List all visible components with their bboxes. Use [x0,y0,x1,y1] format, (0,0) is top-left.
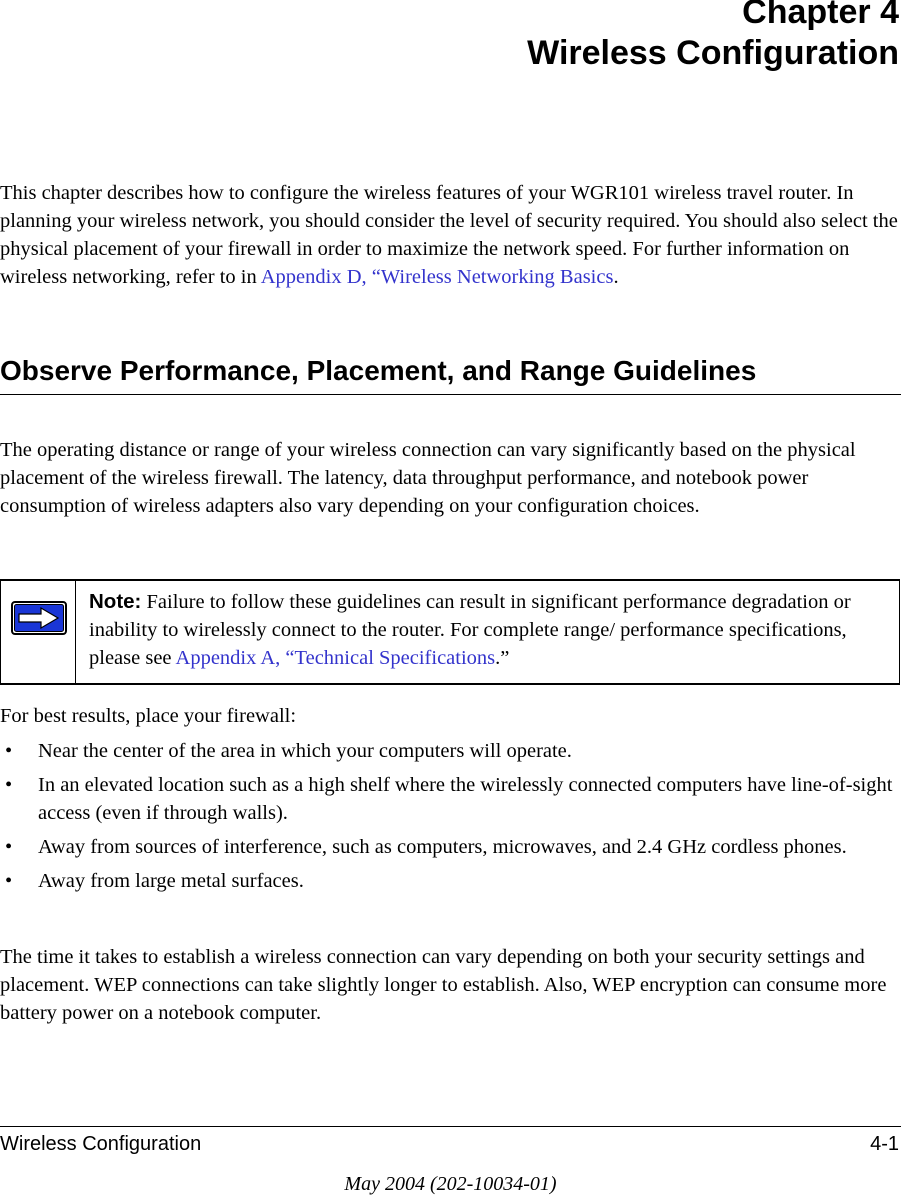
appendix-d-link[interactable]: Appendix D, “Wireless Networking Basics [260,266,614,288]
placement-list [0,737,900,895]
note-label: Note: [89,590,142,613]
closing-paragraph: The time it takes to establish a wireless connection can vary depending on both your security settings and placement. WEP connections can take slightly longer to establish. Also, WEP encryption can consume more battery power on a notebook computer. [0,946,887,1024]
list-item [0,867,900,895]
note-box [0,579,900,685]
chapter-heading [527,0,899,74]
list-item-text: Near the center of the area in which your computers will operate. [38,740,572,762]
chapter-title: Wireless Configuration [527,34,899,72]
intro-after: . [613,266,619,288]
footer-page-number: 4-1 [870,1133,899,1155]
section-paragraph: The operating distance or range of your wireless connection can vary significantly based on the physical placement of the wireless firewall. The latency, data throughput performance, and notebook power consumption of wireless adapters also vary depending on your configuration choices. [0,439,856,517]
intro-text: This chapter describes how to configure the wireless features of your WGR101 wireless travel router. In planning your wireless network, you should consider the level of security required. You should also select the physical placement of your firewall in order to maximize the network speed. For further information on wireless networking, refer to in [0,182,898,288]
section-heading-rule [0,394,901,395]
note-icon-cell [1,581,76,683]
placement-lead: For best results, place your firewall: [0,705,297,727]
list-item-text: Away from large metal surfaces. [38,870,304,892]
intro-paragraph [0,179,900,291]
list-item [0,833,900,861]
note-after: .” [495,647,510,669]
chapter-number: Chapter 4 [742,0,899,31]
footer-date-line: May 2004 (202-10034-01) [344,1173,557,1195]
footer-section-name: Wireless Configuration [0,1133,202,1155]
list-item-text: Away from sources of interference, such as computers, microwaves, and 2.4 GHz cordless phones. [38,836,847,858]
appendix-a-link[interactable]: Appendix A, “Technical Specifications [175,647,496,669]
list-item [0,737,900,765]
note-text [89,588,893,672]
list-item-text: In an elevated location such as a high shelf where the wirelessly connected computers have line-of-sight access (even if through walls). [38,774,893,824]
arrow-right-icon [11,601,67,635]
bullet-mark: • [5,774,13,796]
bullet-mark: • [5,870,13,892]
bullet-mark: • [5,740,13,762]
footer-rule [0,1126,901,1127]
bullet-mark: • [5,836,13,858]
section-heading: Observe Performance, Placement, and Range Guidelines [0,355,757,386]
list-item [0,771,900,827]
note-body: Failure to follow these guidelines can result in significant performance degradation or inability to wirelessly connect to the router. For complete range/ performance specifications, please see [89,591,851,669]
